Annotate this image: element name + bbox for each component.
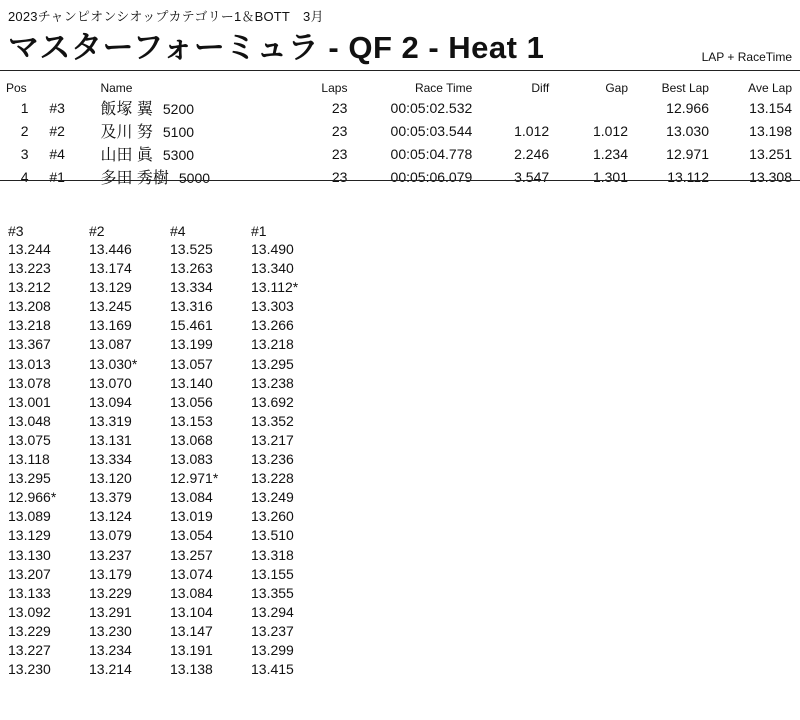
lap-time: 13.217 <box>251 431 294 448</box>
result-best-lap: 13.112 <box>667 168 709 185</box>
lap-time: 13.318 <box>251 546 294 563</box>
lap-time: 13.316 <box>170 298 213 315</box>
lap-time: 13.078 <box>8 374 51 391</box>
result-gap <box>549 96 628 119</box>
lap-time: 13.244 <box>8 241 51 257</box>
lap-time: 13.057 <box>170 355 213 372</box>
lap-time: 13.207 <box>8 565 51 582</box>
lap-time: 13.112* <box>251 279 299 296</box>
results-table <box>0 80 800 188</box>
col-header-ave-lap: Ave Lap <box>748 81 792 95</box>
lap-time: 13.229 <box>8 622 51 639</box>
result-ave-lap: 13.251 <box>749 145 792 162</box>
lap-time: 13.075 <box>8 431 51 448</box>
lap-time: 13.019 <box>170 508 213 525</box>
result-car-number: #1 <box>49 168 65 185</box>
lap-time: 12.971* <box>170 470 219 487</box>
lap-time: 13.191 <box>170 641 213 658</box>
lap-time: 13.092 <box>8 603 51 620</box>
lap-time: 13.218 <box>251 336 294 353</box>
lap-column-header: #1 <box>251 223 267 239</box>
lap-column-header: #2 <box>89 223 105 239</box>
lap-time: 13.179 <box>89 565 132 582</box>
driver-weight: 5100 <box>162 124 195 140</box>
lap-time: 12.966* <box>8 489 57 506</box>
result-ave-lap: 13.154 <box>749 99 792 116</box>
lap-time: 13.379 <box>89 489 132 506</box>
lap-time: 13.490 <box>251 241 294 257</box>
result-row <box>0 119 800 142</box>
lap-time: 13.013 <box>8 355 51 372</box>
lap-time: 13.237 <box>251 622 294 639</box>
lap-time: 13.169 <box>89 317 132 334</box>
lap-time: 13.334 <box>170 279 213 296</box>
result-best-lap: 13.030 <box>666 122 709 139</box>
result-row <box>0 142 800 165</box>
col-header-pos: Pos <box>6 81 27 95</box>
result-pos: 2 <box>20 122 29 139</box>
col-header-laps: Laps <box>321 81 348 95</box>
lap-time: 13.094 <box>89 393 132 410</box>
result-laps: 23 <box>331 145 348 162</box>
result-driver <box>100 96 294 119</box>
lap-time: 13.104 <box>170 603 213 620</box>
lap-time: 13.266 <box>251 317 294 334</box>
page-title: マスターフォーミュラ - QF 2 - Heat 1 <box>8 30 545 65</box>
lap-time: 13.227 <box>8 641 51 658</box>
lap-time: 13.155 <box>251 565 294 582</box>
lap-time: 13.230 <box>89 622 132 639</box>
result-gap: 1.234 <box>592 145 628 162</box>
result-driver <box>100 142 294 165</box>
event-name: 2023チャンピオンシオップカテゴリー1＆BOTT 3月 <box>8 9 324 24</box>
lap-time: 13.089 <box>8 508 51 525</box>
lap-time: 13.070 <box>89 374 132 391</box>
lap-time: 13.367 <box>8 336 51 353</box>
result-diff: 1.012 <box>514 122 550 139</box>
driver-name: 多田 秀樹 <box>100 170 169 187</box>
result-pos: 4 <box>20 168 29 185</box>
lap-time: 13.214 <box>89 661 132 678</box>
lap-time: 13.208 <box>8 298 51 315</box>
result-car-number: #2 <box>49 122 65 139</box>
col-header-race-time: Race Time <box>414 81 473 95</box>
result-pos: 3 <box>20 145 29 162</box>
lap-time: 13.130 <box>8 546 51 563</box>
lap-time: 13.334 <box>89 451 132 468</box>
lap-time: 13.083 <box>170 451 213 468</box>
driver-name: 山田 眞 <box>100 147 153 164</box>
lap-time: 13.260 <box>251 508 294 525</box>
lap-column-header: #4 <box>170 223 186 239</box>
lap-time: 13.237 <box>89 546 132 563</box>
col-header-best-lap: Best Lap <box>661 81 709 95</box>
lap-time: 13.692 <box>251 393 294 410</box>
lap-time: 13.236 <box>251 451 294 468</box>
result-row <box>0 165 800 188</box>
result-pos: 1 <box>20 99 29 116</box>
lap-time: 13.263 <box>170 260 213 277</box>
lap-time: 13.291 <box>89 603 132 620</box>
divider-top <box>0 70 800 71</box>
lap-time: 13.234 <box>89 641 132 658</box>
result-gap: 1.012 <box>592 122 628 139</box>
lap-time: 13.249 <box>251 489 294 506</box>
result-laps: 23 <box>331 122 348 139</box>
lap-time: 13.084 <box>170 489 213 506</box>
lap-time: 13.229 <box>89 584 132 601</box>
lap-time: 13.153 <box>170 412 213 429</box>
result-car-number: #4 <box>49 145 65 162</box>
lap-time: 13.054 <box>170 527 213 544</box>
lap-time: 13.218 <box>8 317 51 334</box>
lap-time: 13.133 <box>8 584 51 601</box>
lap-time: 13.140 <box>170 374 213 391</box>
result-best-lap: 12.971 <box>666 145 709 162</box>
result-ave-lap: 13.198 <box>749 122 792 139</box>
result-car-number: #3 <box>49 99 65 116</box>
driver-weight: 5300 <box>162 147 195 163</box>
col-header-diff: Diff <box>531 81 550 95</box>
driver-name: 及川 努 <box>100 124 153 141</box>
lap-time: 13.525 <box>170 241 213 257</box>
lap-time: 13.212 <box>8 279 51 296</box>
lap-time: 13.245 <box>89 298 132 315</box>
lap-time: 13.074 <box>170 565 213 582</box>
lap-time: 13.199 <box>170 336 213 353</box>
lap-time: 13.319 <box>89 412 132 429</box>
lap-column <box>251 222 331 679</box>
lap-time: 13.303 <box>251 298 294 315</box>
report-mode: LAP + RaceTime <box>701 50 792 64</box>
lap-time: 13.230 <box>8 661 51 678</box>
lap-time: 13.131 <box>89 431 132 448</box>
lap-time: 13.087 <box>89 336 132 353</box>
result-ave-lap: 13.308 <box>749 168 792 185</box>
lap-time: 13.120 <box>89 470 132 487</box>
col-header-name: Name <box>100 81 133 95</box>
lap-time: 13.352 <box>251 412 294 429</box>
lap-time: 13.129 <box>89 279 132 296</box>
lap-column <box>89 222 169 679</box>
lap-time: 13.228 <box>251 470 294 487</box>
lap-time: 13.079 <box>89 527 132 544</box>
col-header-car <box>49 80 100 96</box>
lap-column <box>8 222 88 679</box>
lap-time: 13.030* <box>89 355 138 372</box>
lap-time: 13.510 <box>251 527 294 544</box>
lap-time: 15.461 <box>170 317 213 334</box>
lap-time: 13.340 <box>251 260 294 277</box>
lap-time: 13.056 <box>170 393 213 410</box>
result-laps: 23 <box>331 168 348 185</box>
result-gap: 1.301 <box>592 168 628 185</box>
lap-time: 13.294 <box>251 603 294 620</box>
lap-time: 13.118 <box>8 451 50 468</box>
lap-column <box>170 222 250 679</box>
lap-column-header: #3 <box>8 223 24 239</box>
lap-time: 13.295 <box>251 355 294 372</box>
lap-time: 13.147 <box>170 622 213 639</box>
lap-time: 13.415 <box>251 661 294 678</box>
result-race-time: 00:05:02.532 <box>390 99 473 116</box>
lap-time: 13.295 <box>8 470 51 487</box>
lap-time: 13.257 <box>170 546 213 563</box>
result-diff: 3.547 <box>514 168 550 185</box>
lap-time: 13.355 <box>251 584 294 601</box>
lap-time: 13.001 <box>8 393 51 410</box>
lap-time: 13.129 <box>8 527 51 544</box>
result-laps: 23 <box>331 99 348 116</box>
lap-time: 13.238 <box>251 374 294 391</box>
lap-time: 13.446 <box>89 241 132 257</box>
lap-time: 13.299 <box>251 641 294 658</box>
results-header-row <box>0 80 800 96</box>
result-race-time: 00:05:03.544 <box>390 122 473 139</box>
driver-name: 飯塚 翼 <box>100 101 153 118</box>
lap-time: 13.068 <box>170 431 213 448</box>
result-race-time: 00:05:04.778 <box>390 145 473 162</box>
result-driver <box>100 165 294 188</box>
driver-weight: 5000 <box>178 170 211 186</box>
lap-time: 13.084 <box>170 584 213 601</box>
result-diff <box>472 96 549 119</box>
lap-time: 13.138 <box>170 661 213 678</box>
divider-results <box>0 180 800 181</box>
result-diff: 2.246 <box>514 145 550 162</box>
result-driver <box>100 119 294 142</box>
result-best-lap: 12.966 <box>666 99 709 116</box>
lap-time: 13.174 <box>89 260 132 277</box>
lap-time: 13.048 <box>8 412 51 429</box>
result-race-time: 00:05:06.079 <box>390 168 473 185</box>
col-header-gap: Gap <box>605 81 628 95</box>
lap-time: 13.223 <box>8 260 51 277</box>
result-row <box>0 96 800 119</box>
driver-weight: 5200 <box>162 101 195 117</box>
lap-time: 13.124 <box>89 508 132 525</box>
